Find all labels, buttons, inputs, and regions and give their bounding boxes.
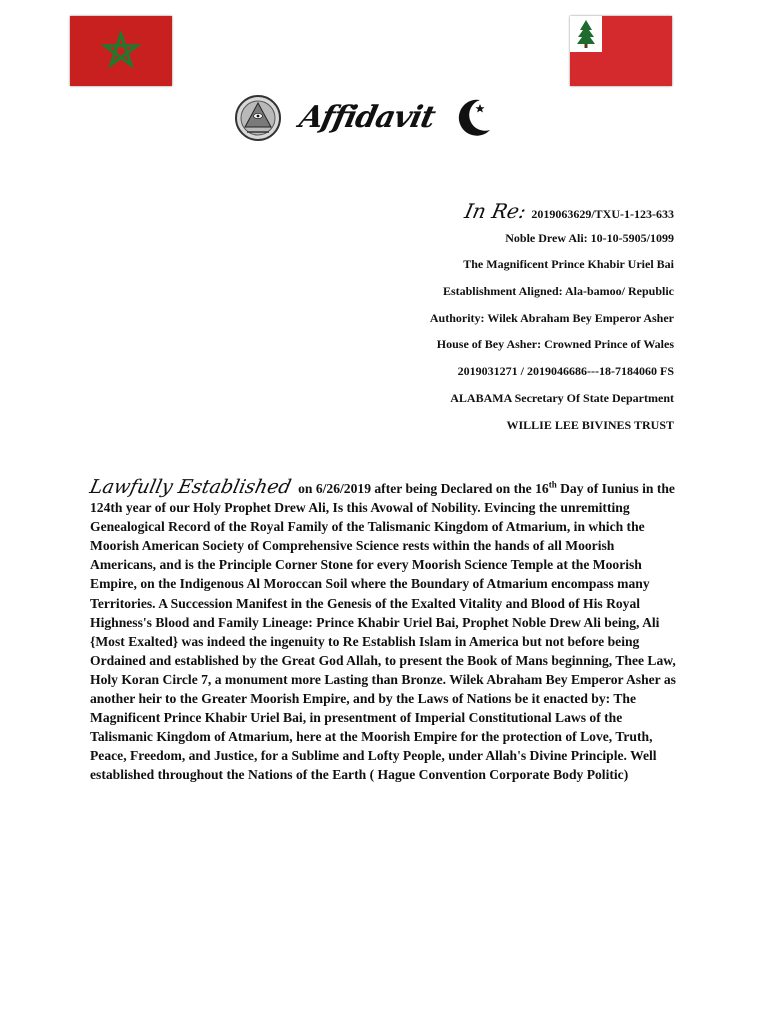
body-paragraph: [87, 476, 680, 785]
ordinal-suffix: th: [548, 479, 557, 490]
in-re-line: [430, 198, 674, 225]
reference-line: Authority: Wilek Abraham Bey Emperor Asher: [429, 310, 674, 325]
reference-line: WILLIE LEE BIVINES TRUST: [506, 417, 674, 432]
lead-phrase: Lawfully Established: [87, 476, 294, 498]
in-re-label: In Re:: [462, 199, 528, 223]
reference-line: Establishment Aligned: Ala-bamoo/ Republic: [442, 284, 674, 299]
green-pentagram-icon: [101, 31, 141, 71]
title-row: [230, 92, 510, 144]
pine-tree-icon: [570, 16, 602, 52]
morocco-flag: [70, 16, 172, 86]
reference-line: ALABAMA Secretary Of State Department: [450, 390, 674, 405]
reference-line: The Magnificent Prince Khabir Uriel Bai: [463, 257, 674, 272]
reference-line: Noble Drew Ali: 10-10-5905/1099: [505, 230, 674, 245]
reference-block: [430, 198, 674, 438]
reference-line: 2019031271 / 2019046686---18-7184060 FS: [457, 364, 674, 379]
reference-line: House of Bey Asher: Crowned Prince of Wales: [436, 337, 674, 352]
body-text-start: on 6/26/2019 after being Declared on the 16: [294, 481, 549, 496]
eye-pyramid-seal-icon: [234, 94, 282, 142]
document-title: Affidavit: [296, 100, 438, 135]
new-england-pine-flag: [570, 16, 672, 86]
in-re-value: 2019063629/TXU-1-123-633: [531, 207, 674, 221]
crescent-moon-icon: [450, 94, 496, 140]
body-text: Day of Iunius in the 124th year of our Holy Prophet Drew Ali, Is this Avowal of Nobility. Evincing the unremitting Genealogical Record of the Royal Family of the Talismanic Kingdom of Atmarium, in which the Moorish American Society of Comprehensive Science rests within the hands of all Moorish Americans, and is the Principle Corner Stone for every Moorish Science Temple at the Moorish Empire, on the Indigenous Al Moroccan Soil where the Boundary of Atmarium encompass many Territories. A Succession Manifest in the Genesis of the Exalted Vitality and Blood of His Royal Highness's Blood and Family Lineage: Prince Khabir Uriel Bai, Prophet Noble Drew Ali being, Ali {Most Exalted} was indeed the ingenuity to Re Establish Islam in America but not before being Ordained and established by the Great God Allah, to present the Book of Mans beginning, Thee Law, Holy Koran Circle 7, a monument more Lasting than Bronze. Wilek Abraham Bey Emperor Asher as another heir to the Greater Moorish Empire, and by the Laws of Nations be it enacted by: The Magnificent Prince Khabir Uriel Bai, in presentment of Imperial Constitutional Laws of the Talismanic Kingdom of Atmarium, here at the Moorish Empire for the protection of Love, Truth, Peace, Freedom, and Justice, for a Sublime and Lofty People, under Allah's Divine Principle. Well established throughout the Nations of the Earth ( Hague Convention Corporate Body Politic): [90, 481, 676, 783]
